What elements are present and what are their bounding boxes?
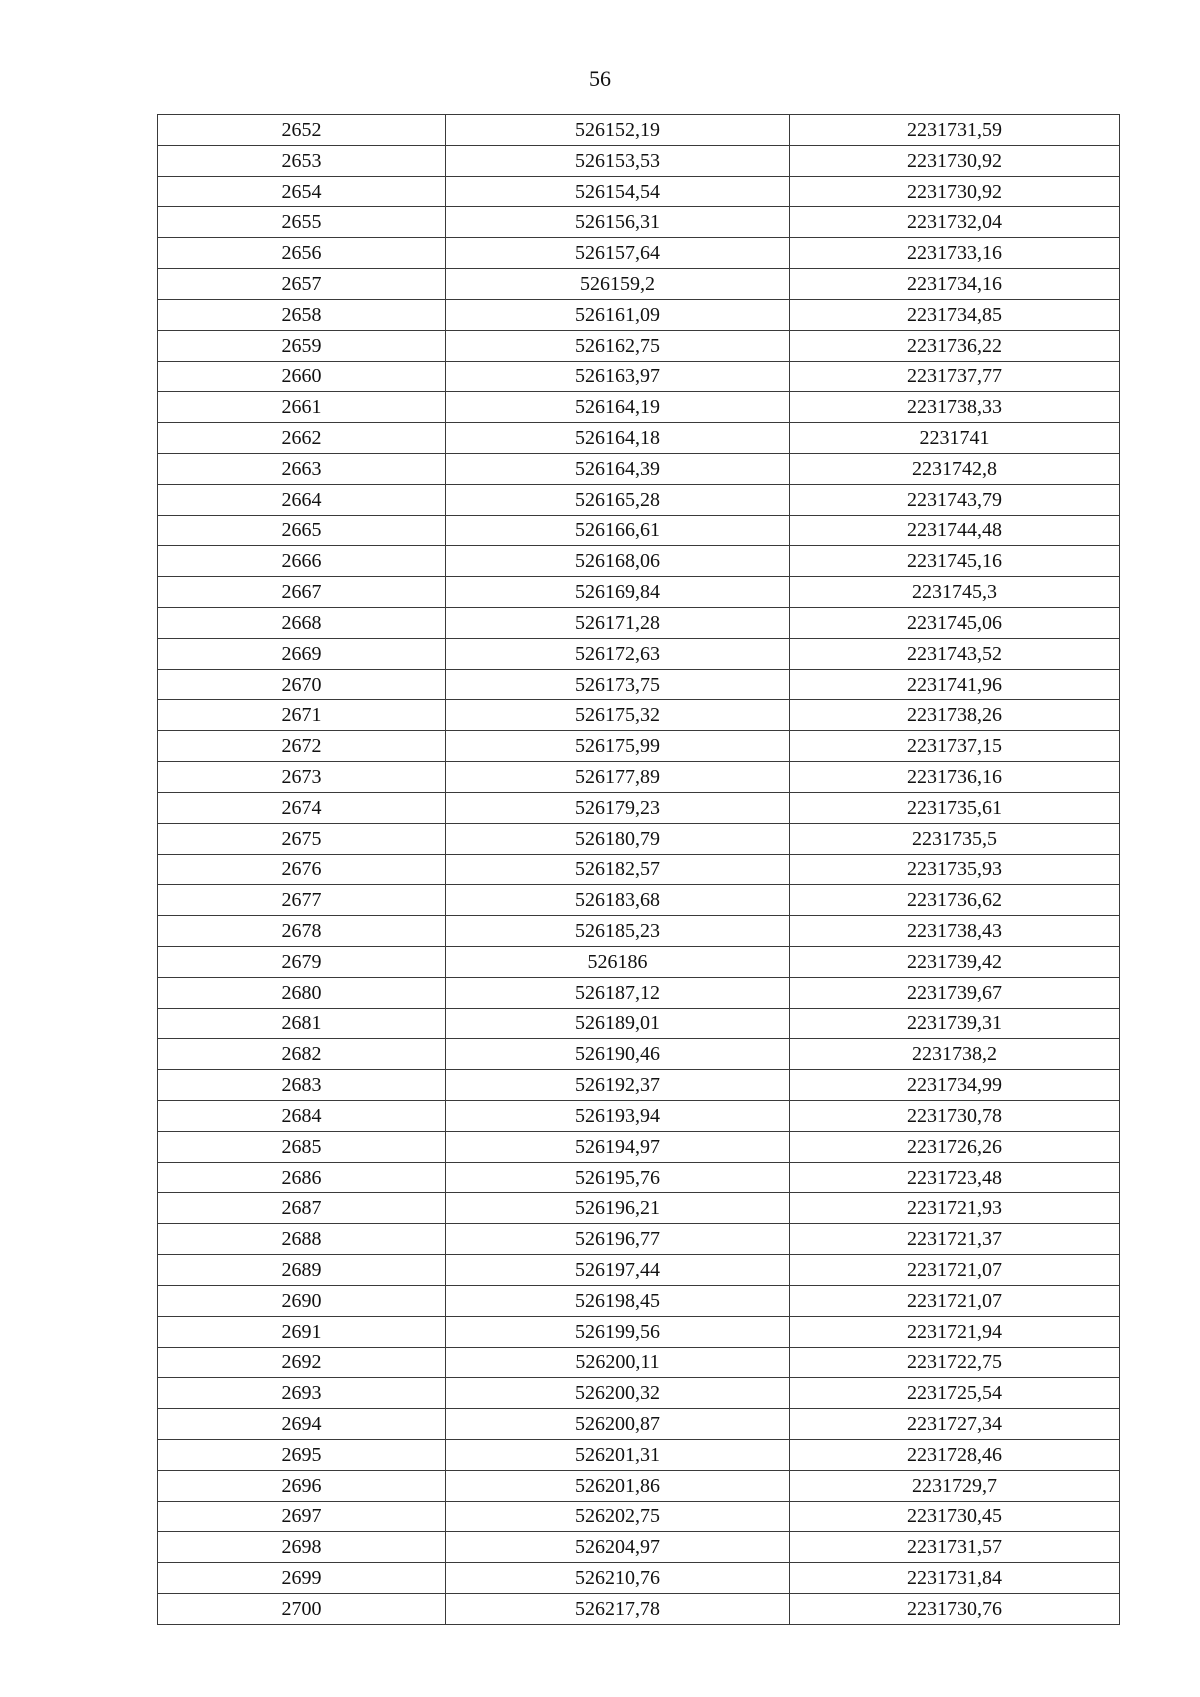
table-row xyxy=(158,977,1120,1008)
point-number-cell: 2682 xyxy=(158,1039,446,1070)
y-coordinate-cell: 2231721,93 xyxy=(790,1193,1120,1224)
y-coordinate-cell: 2231721,07 xyxy=(790,1285,1120,1316)
point-number-cell: 2652 xyxy=(158,115,446,146)
y-coordinate-cell: 2231728,46 xyxy=(790,1439,1120,1470)
y-coordinate-cell: 2231743,79 xyxy=(790,484,1120,515)
point-number-cell: 2664 xyxy=(158,484,446,515)
point-number-cell: 2681 xyxy=(158,1008,446,1039)
x-coordinate-cell: 526175,99 xyxy=(446,731,790,762)
table-row xyxy=(158,484,1120,515)
x-coordinate-cell: 526204,97 xyxy=(446,1532,790,1563)
y-coordinate-cell: 2231737,15 xyxy=(790,731,1120,762)
point-number-cell: 2656 xyxy=(158,238,446,269)
y-coordinate-cell: 2231730,78 xyxy=(790,1101,1120,1132)
table-row xyxy=(158,392,1120,423)
y-coordinate-cell: 2231737,77 xyxy=(790,361,1120,392)
y-coordinate-cell: 2231736,62 xyxy=(790,885,1120,916)
x-coordinate-cell: 526157,64 xyxy=(446,238,790,269)
table-row xyxy=(158,1162,1120,1193)
x-coordinate-cell: 526179,23 xyxy=(446,792,790,823)
table-row xyxy=(158,577,1120,608)
x-coordinate-cell: 526200,11 xyxy=(446,1347,790,1378)
table-row xyxy=(158,1347,1120,1378)
point-number-cell: 2674 xyxy=(158,792,446,823)
table-row xyxy=(158,115,1120,146)
table-row xyxy=(158,1101,1120,1132)
point-number-cell: 2666 xyxy=(158,546,446,577)
y-coordinate-cell: 2231744,48 xyxy=(790,515,1120,546)
x-coordinate-cell: 526185,23 xyxy=(446,916,790,947)
y-coordinate-cell: 2231736,22 xyxy=(790,330,1120,361)
point-number-cell: 2693 xyxy=(158,1378,446,1409)
x-coordinate-cell: 526154,54 xyxy=(446,176,790,207)
table-row xyxy=(158,453,1120,484)
point-number-cell: 2678 xyxy=(158,916,446,947)
y-coordinate-cell: 2231745,3 xyxy=(790,577,1120,608)
x-coordinate-cell: 526172,63 xyxy=(446,638,790,669)
x-coordinate-cell: 526173,75 xyxy=(446,669,790,700)
point-number-cell: 2684 xyxy=(158,1101,446,1132)
table-row xyxy=(158,762,1120,793)
table-row xyxy=(158,1378,1120,1409)
y-coordinate-cell: 2231722,75 xyxy=(790,1347,1120,1378)
x-coordinate-cell: 526195,76 xyxy=(446,1162,790,1193)
point-number-cell: 2675 xyxy=(158,823,446,854)
table-row xyxy=(158,792,1120,823)
point-number-cell: 2658 xyxy=(158,299,446,330)
x-coordinate-cell: 526217,78 xyxy=(446,1594,790,1625)
y-coordinate-cell: 2231736,16 xyxy=(790,762,1120,793)
y-coordinate-cell: 2231721,37 xyxy=(790,1224,1120,1255)
point-number-cell: 2699 xyxy=(158,1563,446,1594)
x-coordinate-cell: 526180,79 xyxy=(446,823,790,854)
y-coordinate-cell: 2231741,96 xyxy=(790,669,1120,700)
point-number-cell: 2691 xyxy=(158,1316,446,1347)
y-coordinate-cell: 2231735,93 xyxy=(790,854,1120,885)
y-coordinate-cell: 2231734,85 xyxy=(790,299,1120,330)
table-row xyxy=(158,299,1120,330)
point-number-cell: 2671 xyxy=(158,700,446,731)
x-coordinate-cell: 526200,87 xyxy=(446,1409,790,1440)
x-coordinate-cell: 526202,75 xyxy=(446,1501,790,1532)
table-row xyxy=(158,1470,1120,1501)
table-row xyxy=(158,1039,1120,1070)
table-row xyxy=(158,916,1120,947)
table-row xyxy=(158,423,1120,454)
point-number-cell: 2661 xyxy=(158,392,446,423)
y-coordinate-cell: 2231729,7 xyxy=(790,1470,1120,1501)
point-number-cell: 2672 xyxy=(158,731,446,762)
y-coordinate-cell: 2231723,48 xyxy=(790,1162,1120,1193)
point-number-cell: 2697 xyxy=(158,1501,446,1532)
point-number-cell: 2698 xyxy=(158,1532,446,1563)
point-number-cell: 2685 xyxy=(158,1131,446,1162)
x-coordinate-cell: 526165,28 xyxy=(446,484,790,515)
x-coordinate-cell: 526152,19 xyxy=(446,115,790,146)
x-coordinate-cell: 526199,56 xyxy=(446,1316,790,1347)
point-number-cell: 2676 xyxy=(158,854,446,885)
point-number-cell: 2696 xyxy=(158,1470,446,1501)
y-coordinate-cell: 2231721,94 xyxy=(790,1316,1120,1347)
table-row xyxy=(158,731,1120,762)
y-coordinate-cell: 2231738,26 xyxy=(790,700,1120,731)
table-row xyxy=(158,1131,1120,1162)
coordinates-table xyxy=(157,114,1120,1625)
y-coordinate-cell: 2231745,16 xyxy=(790,546,1120,577)
table-row xyxy=(158,1563,1120,1594)
x-coordinate-cell: 526153,53 xyxy=(446,145,790,176)
table-row xyxy=(158,1532,1120,1563)
y-coordinate-cell: 2231730,76 xyxy=(790,1594,1120,1625)
y-coordinate-cell: 2231732,04 xyxy=(790,207,1120,238)
table-row xyxy=(158,1224,1120,1255)
x-coordinate-cell: 526193,94 xyxy=(446,1101,790,1132)
x-coordinate-cell: 526198,45 xyxy=(446,1285,790,1316)
y-coordinate-cell: 2231731,84 xyxy=(790,1563,1120,1594)
point-number-cell: 2700 xyxy=(158,1594,446,1625)
y-coordinate-cell: 2231721,07 xyxy=(790,1255,1120,1286)
x-coordinate-cell: 526196,77 xyxy=(446,1224,790,1255)
table-row xyxy=(158,546,1120,577)
table-row xyxy=(158,669,1120,700)
y-coordinate-cell: 2231733,16 xyxy=(790,238,1120,269)
x-coordinate-cell: 526192,37 xyxy=(446,1070,790,1101)
y-coordinate-cell: 2231731,57 xyxy=(790,1532,1120,1563)
y-coordinate-cell: 2231745,06 xyxy=(790,608,1120,639)
table-row xyxy=(158,1316,1120,1347)
x-coordinate-cell: 526168,06 xyxy=(446,546,790,577)
point-number-cell: 2687 xyxy=(158,1193,446,1224)
table-row xyxy=(158,515,1120,546)
point-number-cell: 2663 xyxy=(158,453,446,484)
table-row xyxy=(158,1439,1120,1470)
y-coordinate-cell: 2231731,59 xyxy=(790,115,1120,146)
x-coordinate-cell: 526171,28 xyxy=(446,608,790,639)
point-number-cell: 2653 xyxy=(158,145,446,176)
y-coordinate-cell: 2231738,2 xyxy=(790,1039,1120,1070)
y-coordinate-cell: 2231738,43 xyxy=(790,916,1120,947)
x-coordinate-cell: 526183,68 xyxy=(446,885,790,916)
point-number-cell: 2662 xyxy=(158,423,446,454)
table-row xyxy=(158,1193,1120,1224)
y-coordinate-cell: 2231725,54 xyxy=(790,1378,1120,1409)
point-number-cell: 2680 xyxy=(158,977,446,1008)
point-number-cell: 2689 xyxy=(158,1255,446,1286)
page-number: 56 xyxy=(589,66,611,91)
x-coordinate-cell: 526159,2 xyxy=(446,269,790,300)
table-row xyxy=(158,1409,1120,1440)
table-row xyxy=(158,145,1120,176)
table-row xyxy=(158,1008,1120,1039)
y-coordinate-cell: 2231741 xyxy=(790,423,1120,454)
x-coordinate-cell: 526164,39 xyxy=(446,453,790,484)
point-number-cell: 2692 xyxy=(158,1347,446,1378)
x-coordinate-cell: 526175,32 xyxy=(446,700,790,731)
x-coordinate-cell: 526161,09 xyxy=(446,299,790,330)
x-coordinate-cell: 526164,18 xyxy=(446,423,790,454)
x-coordinate-cell: 526162,75 xyxy=(446,330,790,361)
table-row xyxy=(158,854,1120,885)
table-row xyxy=(158,885,1120,916)
x-coordinate-cell: 526201,31 xyxy=(446,1439,790,1470)
point-number-cell: 2688 xyxy=(158,1224,446,1255)
table-row xyxy=(158,608,1120,639)
table-row xyxy=(158,823,1120,854)
x-coordinate-cell: 526169,84 xyxy=(446,577,790,608)
x-coordinate-cell: 526210,76 xyxy=(446,1563,790,1594)
x-coordinate-cell: 526190,46 xyxy=(446,1039,790,1070)
y-coordinate-cell: 2231730,92 xyxy=(790,176,1120,207)
point-number-cell: 2659 xyxy=(158,330,446,361)
x-coordinate-cell: 526164,19 xyxy=(446,392,790,423)
y-coordinate-cell: 2231739,31 xyxy=(790,1008,1120,1039)
coordinates-table-body xyxy=(158,115,1120,1625)
y-coordinate-cell: 2231735,5 xyxy=(790,823,1120,854)
point-number-cell: 2668 xyxy=(158,608,446,639)
x-coordinate-cell: 526189,01 xyxy=(446,1008,790,1039)
point-number-cell: 2683 xyxy=(158,1070,446,1101)
x-coordinate-cell: 526187,12 xyxy=(446,977,790,1008)
table-row xyxy=(158,1594,1120,1625)
y-coordinate-cell: 2231727,34 xyxy=(790,1409,1120,1440)
table-row xyxy=(158,330,1120,361)
y-coordinate-cell: 2231734,16 xyxy=(790,269,1120,300)
x-coordinate-cell: 526177,89 xyxy=(446,762,790,793)
point-number-cell: 2669 xyxy=(158,638,446,669)
table-row xyxy=(158,638,1120,669)
y-coordinate-cell: 2231730,45 xyxy=(790,1501,1120,1532)
table-row xyxy=(158,269,1120,300)
y-coordinate-cell: 2231742,8 xyxy=(790,453,1120,484)
table-row xyxy=(158,1501,1120,1532)
x-coordinate-cell: 526200,32 xyxy=(446,1378,790,1409)
point-number-cell: 2657 xyxy=(158,269,446,300)
point-number-cell: 2695 xyxy=(158,1439,446,1470)
table-row xyxy=(158,176,1120,207)
table-row xyxy=(158,1070,1120,1101)
y-coordinate-cell: 2231735,61 xyxy=(790,792,1120,823)
y-coordinate-cell: 2231726,26 xyxy=(790,1131,1120,1162)
y-coordinate-cell: 2231738,33 xyxy=(790,392,1120,423)
x-coordinate-cell: 526182,57 xyxy=(446,854,790,885)
table-row xyxy=(158,207,1120,238)
x-coordinate-cell: 526201,86 xyxy=(446,1470,790,1501)
point-number-cell: 2694 xyxy=(158,1409,446,1440)
y-coordinate-cell: 2231734,99 xyxy=(790,1070,1120,1101)
table-row xyxy=(158,1255,1120,1286)
table-row xyxy=(158,361,1120,392)
x-coordinate-cell: 526166,61 xyxy=(446,515,790,546)
y-coordinate-cell: 2231730,92 xyxy=(790,145,1120,176)
table-row xyxy=(158,700,1120,731)
point-number-cell: 2665 xyxy=(158,515,446,546)
x-coordinate-cell: 526156,31 xyxy=(446,207,790,238)
y-coordinate-cell: 2231739,67 xyxy=(790,977,1120,1008)
point-number-cell: 2660 xyxy=(158,361,446,392)
point-number-cell: 2654 xyxy=(158,176,446,207)
y-coordinate-cell: 2231739,42 xyxy=(790,946,1120,977)
x-coordinate-cell: 526197,44 xyxy=(446,1255,790,1286)
x-coordinate-cell: 526196,21 xyxy=(446,1193,790,1224)
x-coordinate-cell: 526163,97 xyxy=(446,361,790,392)
point-number-cell: 2690 xyxy=(158,1285,446,1316)
y-coordinate-cell: 2231743,52 xyxy=(790,638,1120,669)
x-coordinate-cell: 526186 xyxy=(446,946,790,977)
point-number-cell: 2655 xyxy=(158,207,446,238)
x-coordinate-cell: 526194,97 xyxy=(446,1131,790,1162)
table-row xyxy=(158,1285,1120,1316)
point-number-cell: 2677 xyxy=(158,885,446,916)
point-number-cell: 2670 xyxy=(158,669,446,700)
table-row xyxy=(158,946,1120,977)
point-number-cell: 2679 xyxy=(158,946,446,977)
point-number-cell: 2673 xyxy=(158,762,446,793)
point-number-cell: 2667 xyxy=(158,577,446,608)
table-row xyxy=(158,238,1120,269)
point-number-cell: 2686 xyxy=(158,1162,446,1193)
